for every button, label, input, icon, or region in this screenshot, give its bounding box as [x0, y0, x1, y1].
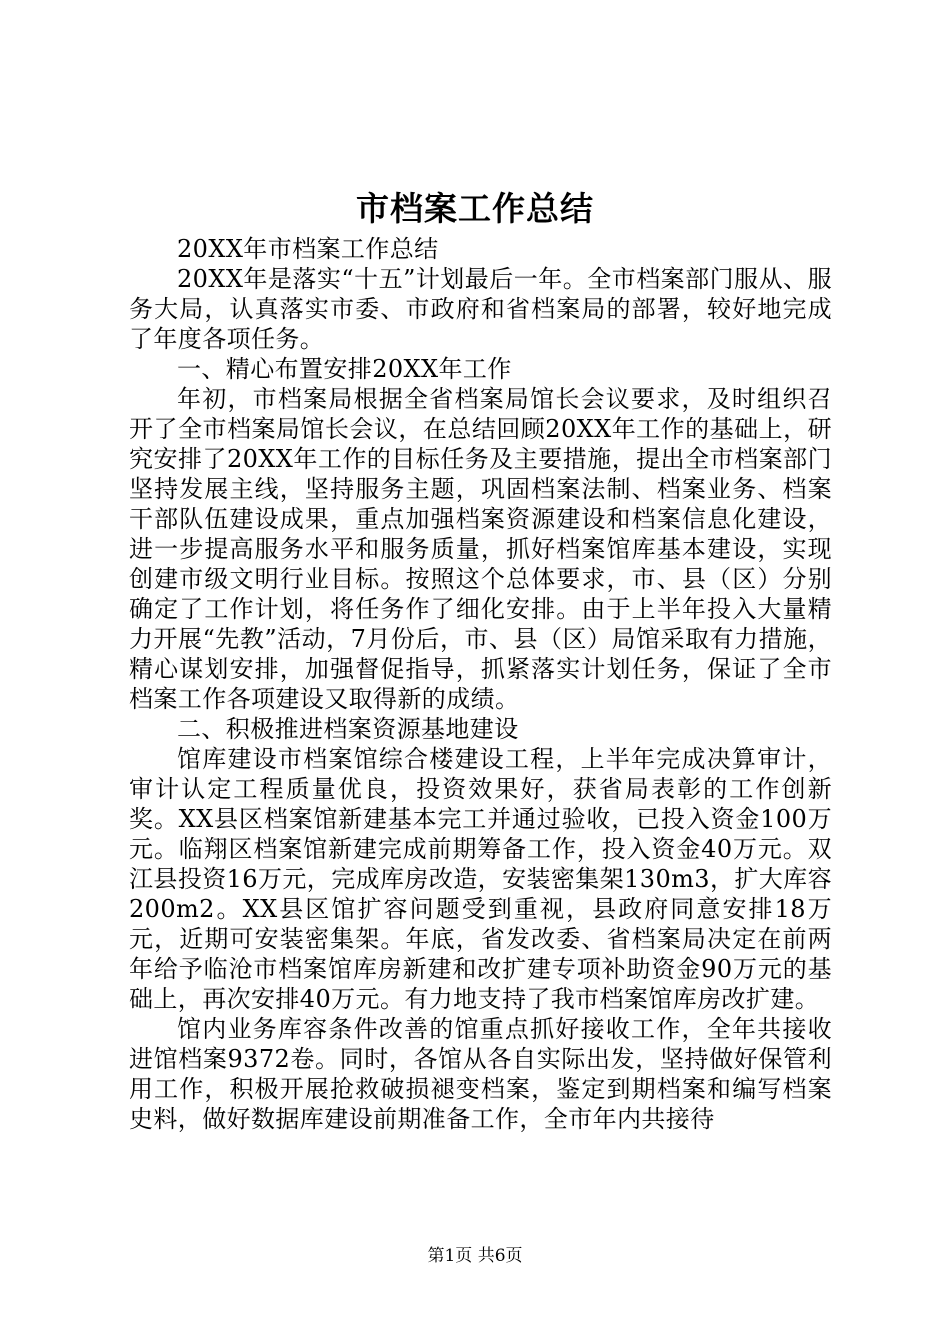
- section-heading-2: 二、积极推进档案资源基地建设: [177, 715, 519, 743]
- section-2-paragraph-1: 馆库建设市档案馆综合楼建设工程，上半年完成决算审计，审计认定工程质量优良，投资效果好，获省局表彰的工作创新奖。XX县区档案馆新建基本完工并通过验收，已投入资金100万元。临翔区档案馆新建完成前期筹备工作，投入资金40万元。双江县投资16万元，完成库房改造，安装密集架130m3，扩大库容200m2。XX县区馆扩容问题受到重视，县政府同意安排18万元，近期可安装密集架。年底，省发改委、省档案局决定在前两年给予临沧市档案馆库房新建和改扩建专项补助资金90万元的基础上，再次安排40万元。有力地支持了我市档案馆库房改扩建。: [129, 745, 832, 1013]
- section-heading-1: 一、精心布置安排20XX年工作: [177, 355, 512, 383]
- section-1-paragraph: 年初，市档案局根据全省档案局馆长会议要求，及时组织召开了全市档案局馆长会议，在总结回顾20XX年工作的基础上，研究安排了20XX年工作的目标任务及主要措施，提出全市档案部门坚持发展主线，坚持服务主题，巩固档案法制、档案业务、档案干部队伍建设成果，重点加强档案资源建设和档案信息化建设，进一步提高服务水平和服务质量，抓好档案馆库基本建设，实现创建市级文明行业目标。按照这个总体要求，市、县（区）分别确定了工作计划，将任务作了细化安排。由于上半年投入大量精力开展“先教”活动，7月份后，市、县（区）局馆采取有力措施，精心谋划安排，加强督促指导，抓紧落实计划任务，保证了全市档案工作各项建设又取得新的成绩。: [129, 385, 832, 713]
- document-body: [129, 234, 832, 1134]
- subtitle-paragraph: 20XX年市档案工作总结: [177, 235, 439, 263]
- section-2-paragraph-2: 馆内业务库容条件改善的馆重点抓好接收工作，全年共接收进馆档案9372卷。同时，各馆从各自实际出发，坚持做好保管利用工作，积极开展抢救破损褪变档案，鉴定到期档案和编写档案史料，做好数据库建设前期准备工作，全市年内共接待: [129, 1015, 832, 1133]
- intro-paragraph: 20XX年是落实“十五”计划最后一年。全市档案部门服从、服务大局，认真落实市委、市政府和省档案局的部署，较好地完成了年度各项任务。: [129, 265, 832, 353]
- page-footer: 第1页 共6页: [427, 1246, 523, 1266]
- document-title: 市档案工作总结: [356, 189, 594, 228]
